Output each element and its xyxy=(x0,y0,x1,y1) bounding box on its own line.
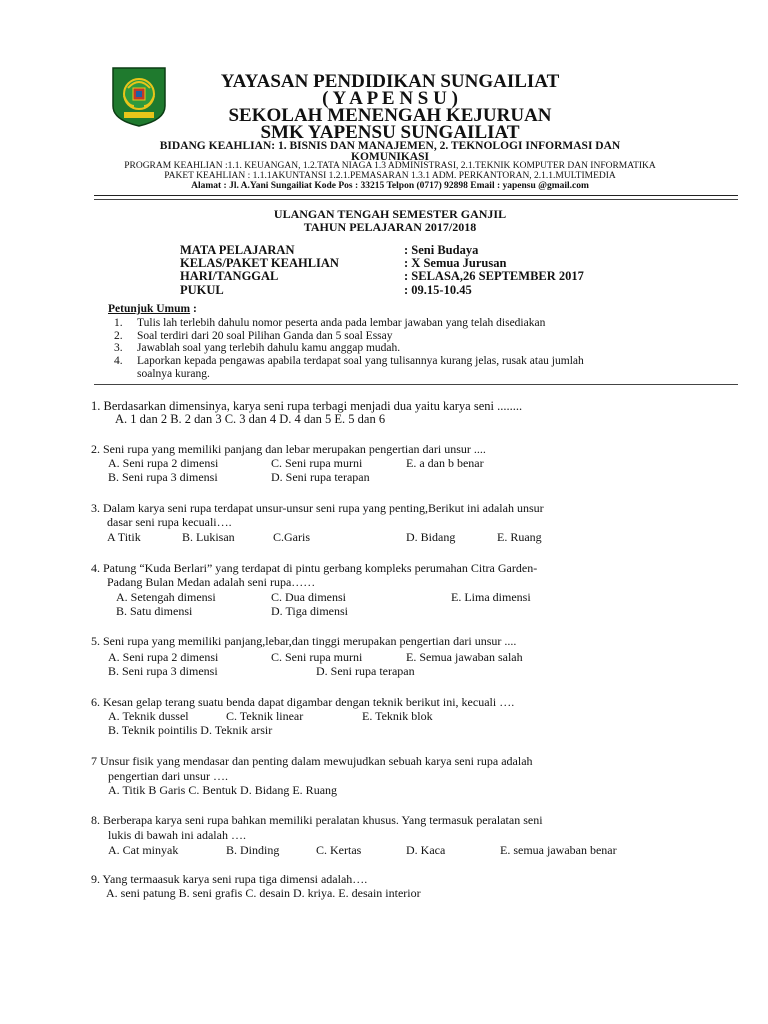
header-paket: PAKET KEAHLIAN : 1.1.1AKUNTANSI 1.2.1.PEMASARAN 1.3.1 ADM. PERKANTORAN, 2.1.1.MULTIMEDIA xyxy=(164,171,616,181)
header-bidang-line1: BIDANG KEAHLIAN: 1. BISNIS DAN MANAJEMEN, 2. TEKNOLOGI INFORMASI DAN xyxy=(159,140,621,152)
question-7-line2: pengertian dari unsur …. xyxy=(108,769,228,783)
question-4-option: A. Setengah dimensi xyxy=(116,590,216,604)
instruction-text: Tulis lah terlebih dahulu nomor peserta anda pada lembar jawaban yang telah disediakan xyxy=(137,317,546,329)
question-8-line2: lukis di bawah ini adalah …. xyxy=(108,828,246,842)
header-divider-thin xyxy=(94,199,738,200)
question-8: 8. Berberapa karya seni rupa bahkan memiliki peralatan khusus. Yang termasuk peralatan seni xyxy=(91,813,543,827)
exam-year: TAHUN PELAJARAN 2017/2018 xyxy=(303,220,477,234)
question-9-options: A. seni patung B. seni grafis C. desain D. kriya. E. desain interior xyxy=(106,886,421,900)
question-6-option: B. Teknik pointilis D. Teknik arsir xyxy=(108,723,273,737)
question-4-option: D. Tiga dimensi xyxy=(271,604,349,618)
instruction-num: 3. xyxy=(114,342,123,354)
question-5: 5. Seni rupa yang memiliki panjang,lebar,dan tinggi merupakan pengertian dari unsur .... xyxy=(91,634,517,648)
question-6-option: E. Teknik blok xyxy=(362,709,433,723)
instruction-num: 2. xyxy=(114,330,123,342)
info-value-subject: : Seni Budaya xyxy=(404,243,479,257)
info-label-date: HARI/TANGGAL xyxy=(180,269,279,283)
question-7: 7 Unsur fisik yang mendasar dan penting dalam mewujudkan sebuah karya seni rupa adalah xyxy=(91,754,533,768)
info-label-subject: MATA PELAJARAN xyxy=(180,243,295,257)
question-2-option: C. Seni rupa murni xyxy=(271,456,363,470)
question-6-option: A. Teknik dussel xyxy=(108,709,189,723)
question-5-option: B. Seni rupa 3 dimensi xyxy=(108,664,218,678)
question-2-option: D. Seni rupa terapan xyxy=(271,470,370,484)
instruction-text: Jawablah soal yang terlebih dahulu kamu anggap mudah. xyxy=(137,342,401,354)
header-school-type: SEKOLAH MENENGAH KEJURUAN xyxy=(228,105,552,126)
instructions-heading: Petunjuk Umum : xyxy=(108,303,197,315)
question-3-option: B. Lukisan xyxy=(182,530,235,544)
question-2-option: A. Seni rupa 2 dimensi xyxy=(108,456,219,470)
question-8-option: E. semua jawaban benar xyxy=(500,843,617,857)
instruction-num: 1. xyxy=(114,317,123,329)
question-6: 6. Kesan gelap terang suatu benda dapat digambar dengan teknik berikut ini, kecuali …. xyxy=(91,695,515,709)
header-school-name: SMK YAPENSU SUNGAILIAT xyxy=(260,122,520,143)
question-7-options: A. Titik B Garis C. Bentuk D. Bidang E. Ruang xyxy=(108,783,338,797)
question-3: 3. Dalam karya seni rupa terdapat unsur-unsur seni rupa yang penting,Berikut ini adalah unsur xyxy=(91,501,544,515)
info-label-class: KELAS/PAKET KEAHLIAN xyxy=(180,256,339,270)
header-bidang-line2: KOMUNIKASI xyxy=(351,151,429,163)
question-8-option: B. Dinding xyxy=(226,843,280,857)
question-6-option: C. Teknik linear xyxy=(226,709,304,723)
section-divider xyxy=(94,384,738,385)
question-2: 2. Seni rupa yang memiliki panjang dan lebar merupakan pengertian dari unsur .... xyxy=(91,442,486,456)
question-2-option: B. Seni rupa 3 dimensi xyxy=(108,470,218,484)
question-8-option: C. Kertas xyxy=(316,843,362,857)
instruction-text: Laporkan kepada pengawas apabila terdapat soal yang tulisannya kurang jelas, rusak atau jumlah xyxy=(137,355,584,367)
info-value-class: : X Semua Jurusan xyxy=(404,256,507,270)
info-value-time: : 09.15-10.45 xyxy=(404,283,472,297)
question-3-option: E. Ruang xyxy=(497,530,542,544)
instruction-text: Soal terdiri dari 20 soal Pilihan Ganda dan 5 soal Essay xyxy=(137,330,393,342)
info-label-time: PUKUL xyxy=(180,283,224,297)
header-foundation-name: YAYASAN PENDIDIKAN SUNGAILIAT xyxy=(220,71,560,92)
instruction-num: 4. xyxy=(114,355,123,367)
header-address: Alamat : Jl. A.Yani Sungailiat Kode Pos : 33215 Telpon (0717) 92898 Email : yapensu @gmail.com xyxy=(191,181,589,191)
question-4-option: B. Satu dimensi xyxy=(116,604,193,618)
exam-title: ULANGAN TENGAH SEMESTER GANJIL xyxy=(273,207,507,221)
header-program: PROGRAM KEAHLIAN :1.1. KEUANGAN, 1.2.TATA NIAGA 1.3 ADMINISTRASI, 2.1.TEKNIK KOMPUTER DAN INFORMATIKA xyxy=(124,161,656,171)
question-1-options: A. 1 dan 2 B. 2 dan 3 C. 3 dan 4 D. 4 dan 5 E. 5 dan 6 xyxy=(115,412,386,426)
question-4-option: E. Lima dimensi xyxy=(451,590,531,604)
question-9: 9. Yang termaasuk karya seni rupa tiga dimensi adalah…. xyxy=(91,872,368,886)
question-3-option: D. Bidang xyxy=(406,530,456,544)
question-1: 1. Berdasarkan dimensinya, karya seni rupa terbagi menjadi dua yaitu karya seni ........ xyxy=(91,399,523,413)
question-5-option: C. Seni rupa murni xyxy=(271,650,363,664)
info-value-date: : SELASA,26 SEPTEMBER 2017 xyxy=(404,269,584,283)
question-3-option: A Titik xyxy=(107,530,141,544)
question-8-option: A. Cat minyak xyxy=(108,843,179,857)
question-3-option: C.Garis xyxy=(273,530,310,544)
question-5-option: E. Semua jawaban salah xyxy=(406,650,523,664)
header-divider-thick xyxy=(94,195,738,196)
question-2-option: E. a dan b benar xyxy=(406,456,484,470)
question-5-option: A. Seni rupa 2 dimensi xyxy=(108,650,219,664)
question-3-line2: dasar seni rupa kecuali…. xyxy=(107,515,232,529)
question-4-option: C. Dua dimensi xyxy=(271,590,346,604)
question-8-option: D. Kaca xyxy=(406,843,446,857)
question-5-option: D. Seni rupa terapan xyxy=(316,664,415,678)
question-4-line2: Padang Bulan Medan adalah seni rupa…… xyxy=(107,575,316,589)
question-4: 4. Patung “Kuda Berlari” yang terdapat di pintu gerbang kompleks perumahan Citra Garden- xyxy=(91,561,538,575)
header-foundation-acronym: ( Y A P E N S U ) xyxy=(322,88,458,109)
instruction-text: soalnya kurang. xyxy=(137,368,210,380)
